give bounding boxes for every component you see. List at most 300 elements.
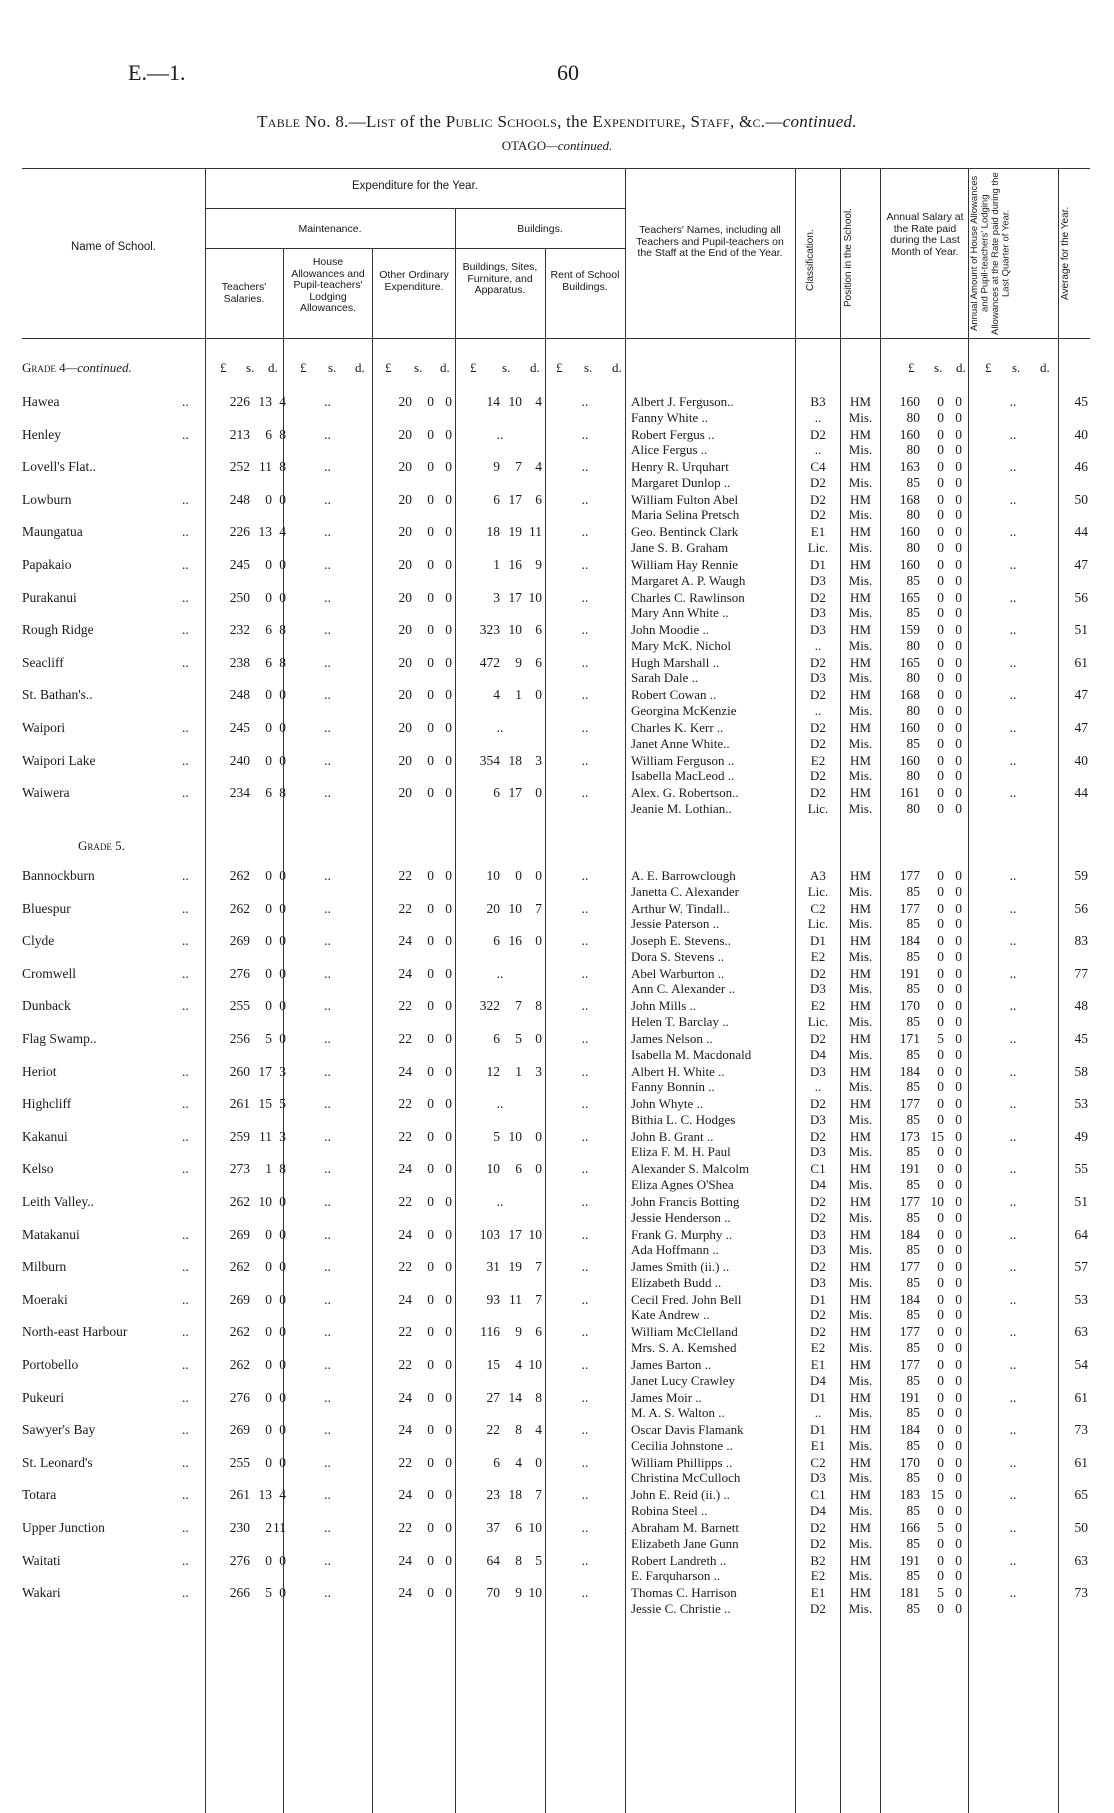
title-staff: , Staff, &c.—	[681, 112, 783, 131]
other-expenditure-pence: 0	[445, 1585, 452, 1601]
teacher-name: E. Farquharson ..	[631, 1568, 721, 1584]
other-expenditure-shillings: 0	[427, 868, 434, 883]
annual-salary-pounds: 85	[906, 1535, 920, 1551]
average-attendance: 46	[1074, 459, 1088, 475]
buildings-sites-shillings: 9	[515, 1324, 522, 1340]
teacher-classification: D2	[810, 654, 826, 670]
teacher-position: Mis.	[848, 1111, 873, 1127]
house-allowance-empty: ..	[324, 394, 331, 409]
annual-salary-pounds: 165	[899, 589, 920, 605]
leader-dots: ..	[182, 589, 189, 605]
salaries-pence: 0	[279, 1226, 286, 1242]
rent-empty: ..	[581, 524, 589, 540]
allowance-empty: ..	[1009, 1096, 1017, 1112]
other-expenditure-shillings: 0	[427, 1128, 434, 1144]
buildings-sites-pounds: 5	[493, 1128, 500, 1144]
teacher-position: HM	[850, 1585, 871, 1601]
other-expenditure-pence: 0	[445, 589, 452, 605]
buildings-sites-pounds: 27	[486, 1389, 500, 1405]
annual-salary-shillings: 0	[937, 800, 944, 816]
other-expenditure-shillings: 0	[427, 1031, 434, 1046]
teacher-name: Fanny Bonnin ..	[631, 1079, 715, 1095]
annual-salary-shillings: 0	[937, 1209, 944, 1225]
teacher-name: Alexander S. Malcolm	[631, 1161, 750, 1177]
school-name: Sawyer's Bay	[22, 1422, 96, 1438]
teacher-name: Janetta C. Alexander	[631, 883, 739, 899]
teacher-classification: D2	[810, 474, 826, 490]
buildings-sites-pounds: 12	[486, 1063, 500, 1079]
annual-salary-pence: 0	[955, 933, 962, 949]
other-expenditure-pounds: 22	[398, 1324, 412, 1340]
teacher-name: Janet Anne White..	[631, 735, 730, 751]
teacher-classification: A3	[810, 868, 826, 883]
teacher-position: HM	[850, 900, 871, 916]
salaries-shillings: 0	[265, 900, 272, 916]
rent-empty: ..	[581, 622, 589, 638]
annual-salary-shillings: 0	[937, 491, 944, 507]
house-allowance-empty: ..	[324, 1422, 331, 1438]
teacher-position: HM	[850, 1357, 871, 1372]
buildings-sites-pence: 8	[535, 1389, 542, 1405]
teacher-classification: C4	[810, 459, 826, 475]
teacher-classification: Lic.	[807, 916, 829, 932]
col-header-maintenance: Maintenance.	[298, 223, 362, 235]
allowance-empty: ..	[1009, 589, 1017, 605]
col-header-position: Position in the School.	[843, 208, 854, 307]
other-expenditure-pence: 0	[445, 1454, 452, 1470]
leader-dots: ..	[182, 557, 189, 572]
teacher-classification: D2	[810, 1031, 826, 1046]
annual-salary-pence: 0	[955, 1046, 962, 1062]
annual-salary-pounds: 177	[899, 1194, 920, 1209]
annual-salary-shillings: 0	[937, 720, 944, 735]
annual-salary-pounds: 166	[899, 1520, 920, 1535]
other-expenditure-shillings: 0	[427, 459, 434, 475]
grade-5-heading	[78, 838, 125, 854]
allowance-empty: ..	[1009, 1552, 1017, 1568]
annual-salary-pence: 0	[955, 1389, 962, 1405]
buildings-sites-shillings: 7	[515, 998, 522, 1014]
annual-salary-pence: 0	[955, 1144, 962, 1160]
salaries-pounds: 266	[229, 1585, 250, 1601]
salaries-pence: 8	[279, 654, 286, 670]
annual-salary-pounds: 85	[906, 1405, 920, 1421]
teacher-name: Alice Fergus ..	[631, 442, 708, 458]
other-expenditure-pence: 0	[445, 622, 452, 638]
annual-salary-pence: 0	[955, 1096, 962, 1112]
teacher-position: HM	[850, 1259, 871, 1275]
teacher-name: William Hay Rennie	[631, 557, 739, 572]
teacher-name: Cecil Fred. John Bell	[631, 1291, 742, 1307]
annual-salary-shillings: 0	[937, 1144, 944, 1160]
leader-dots: ..	[182, 394, 189, 409]
rent-empty: ..	[581, 426, 589, 442]
other-expenditure-pence: 0	[445, 426, 452, 442]
teacher-classification: C1	[810, 1161, 826, 1177]
other-expenditure-pence: 0	[445, 1259, 452, 1275]
salaries-pence: 0	[279, 1259, 286, 1275]
salaries-pounds: 255	[229, 998, 250, 1014]
annual-salary-pence: 0	[955, 1585, 962, 1601]
teacher-classification: E2	[810, 752, 826, 768]
rent-empty: ..	[581, 1161, 589, 1177]
house-allowance-empty: ..	[324, 1031, 331, 1046]
buildings-sites-pounds: 322	[479, 998, 500, 1014]
buildings-sites-pounds: 3	[493, 589, 500, 605]
average-attendance: 73	[1074, 1585, 1088, 1601]
buildings-sites-pence: 4	[535, 394, 542, 409]
header-top-rule	[22, 168, 1090, 169]
salaries-pence: 8	[279, 459, 286, 475]
salaries-pounds: 262	[229, 1259, 250, 1275]
teacher-classification: D1	[810, 1291, 826, 1307]
teacher-name: Alex. G. Robertson..	[631, 785, 739, 801]
other-expenditure-pounds: 24	[398, 1552, 412, 1568]
annual-salary-pence: 0	[955, 459, 962, 475]
annual-salary-pence: 0	[955, 702, 962, 718]
buildings-empty: ..	[496, 720, 504, 735]
buildings-rule	[455, 248, 625, 249]
teacher-name: Bithia L. C. Hodges	[631, 1111, 736, 1127]
leader-dots: ..	[182, 1487, 189, 1503]
teacher-classification: D3	[810, 1226, 826, 1242]
annual-salary-pounds: 85	[906, 1111, 920, 1127]
average-attendance: 56	[1074, 900, 1088, 916]
salaries-pounds: 262	[229, 1324, 250, 1340]
teacher-classification: ..	[814, 637, 822, 653]
house-allowance-empty: ..	[324, 622, 331, 638]
other-expenditure-shillings: 0	[427, 1585, 434, 1601]
col-header-name: Name of School.	[70, 241, 156, 253]
salaries-pence: 8	[279, 426, 286, 442]
house-allowance-empty: ..	[324, 1389, 331, 1405]
annual-salary-shillings: 0	[937, 933, 944, 949]
annual-salary-pence: 0	[955, 1324, 962, 1340]
teacher-name: Henry R. Urquhart	[631, 459, 729, 475]
annual-salary-pence: 0	[955, 720, 962, 735]
teacher-position: Mis.	[848, 1535, 873, 1551]
house-allowance-empty: ..	[324, 426, 331, 442]
annual-salary-pence: 0	[955, 981, 962, 997]
teacher-position: HM	[850, 720, 871, 735]
grade-4-continued: —continued.	[65, 360, 132, 375]
salaries-pence: 0	[279, 557, 286, 572]
other-expenditure-pence: 0	[445, 557, 452, 572]
buildings-sites-pounds: 103	[479, 1226, 500, 1242]
salaries-shillings: 0	[265, 1226, 272, 1242]
teacher-classification: Lic.	[807, 1013, 829, 1029]
maintenance-rule	[205, 248, 455, 249]
teacher-position: HM	[850, 654, 871, 670]
leader-dots: ..	[182, 752, 189, 768]
salaries-pence: 0	[279, 1357, 286, 1372]
house-allowance-empty: ..	[324, 1520, 331, 1535]
other-expenditure-pounds: 20	[398, 785, 412, 801]
buildings-sites-pounds: 14	[486, 394, 500, 409]
salaries-shillings: 5	[265, 1585, 272, 1601]
teacher-name: Jessie Henderson ..	[631, 1209, 731, 1225]
teacher-classification: D2	[810, 768, 826, 784]
other-expenditure-pence: 0	[445, 1063, 452, 1079]
teacher-classification: ..	[814, 409, 822, 425]
average-attendance: 44	[1074, 524, 1088, 540]
unit-pound: £	[470, 360, 477, 375]
annual-salary-pounds: 80	[906, 702, 920, 718]
teacher-position: HM	[850, 1324, 871, 1340]
teacher-position: Mis.	[848, 637, 873, 653]
teacher-name: Mrs. S. A. Kemshed	[631, 1339, 737, 1355]
page-header-ref: E.—1.	[128, 60, 186, 85]
buildings-sites-pence: 10	[528, 1520, 542, 1535]
annual-salary-pounds: 177	[899, 1096, 920, 1112]
teacher-name: Mary McK. Nichol	[631, 637, 732, 653]
annual-salary-pence: 0	[955, 800, 962, 816]
salaries-shillings: 0	[265, 1422, 272, 1438]
annual-salary-pence: 0	[955, 605, 962, 621]
annual-salary-shillings: 0	[937, 965, 944, 981]
teacher-name: Robert Fergus ..	[631, 426, 715, 442]
annual-salary-shillings: 0	[937, 1552, 944, 1568]
annual-salary-shillings: 0	[937, 1242, 944, 1258]
other-expenditure-pounds: 22	[398, 868, 412, 883]
unit-shilling: s.	[1012, 360, 1021, 375]
teacher-name: A. E. Barrowclough	[631, 868, 736, 883]
average-attendance: 59	[1074, 868, 1088, 883]
teacher-position: HM	[850, 785, 871, 801]
buildings-sites-shillings: 6	[515, 1161, 522, 1177]
teacher-position: HM	[850, 426, 871, 442]
annual-salary-pounds: 168	[899, 491, 920, 507]
other-expenditure-pence: 0	[445, 1226, 452, 1242]
buildings-sites-shillings: 19	[508, 1259, 522, 1275]
annual-salary-shillings: 0	[937, 605, 944, 621]
buildings-sites-shillings: 17	[508, 589, 522, 605]
annual-salary-shillings: 0	[937, 589, 944, 605]
other-expenditure-pounds: 20	[398, 426, 412, 442]
title-prefix: Table	[257, 112, 301, 131]
buildings-sites-pounds: 9	[493, 459, 500, 475]
buildings-sites-pounds: 22	[486, 1422, 500, 1438]
rent-empty: ..	[581, 998, 589, 1014]
salaries-shillings: 1	[265, 1161, 272, 1177]
teacher-name: John Whyte ..	[631, 1096, 703, 1112]
col-line-6	[625, 168, 626, 1813]
salaries-pounds: 262	[229, 900, 250, 916]
teacher-position: Mis.	[848, 1013, 873, 1029]
annual-salary-pounds: 160	[899, 524, 920, 540]
teacher-position: Mis.	[848, 1209, 873, 1225]
allowance-empty: ..	[1009, 1389, 1017, 1405]
allowance-empty: ..	[1009, 1063, 1017, 1079]
average-attendance: 83	[1074, 933, 1088, 949]
leader-dots: ..	[182, 1552, 189, 1568]
other-expenditure-pounds: 20	[398, 557, 412, 572]
annual-salary-pounds: 165	[899, 654, 920, 670]
salaries-pence: 0	[279, 868, 286, 883]
school-name: Heriot	[22, 1063, 57, 1079]
school-name: St. Bathan's..	[22, 687, 93, 703]
annual-salary-shillings: 0	[937, 768, 944, 784]
buildings-sites-shillings: 17	[508, 491, 522, 507]
buildings-sites-pounds: 6	[493, 1454, 500, 1470]
average-attendance: 40	[1074, 752, 1088, 768]
annual-salary-shillings: 0	[937, 1600, 944, 1616]
house-allowance-empty: ..	[324, 589, 331, 605]
rent-empty: ..	[581, 557, 589, 572]
teacher-classification: D3	[810, 1274, 826, 1290]
teacher-classification: D2	[810, 687, 826, 703]
allowance-empty: ..	[1009, 1128, 1017, 1144]
salaries-shillings: 13	[258, 394, 272, 409]
other-expenditure-shillings: 0	[427, 1422, 434, 1438]
annual-salary-pence: 0	[955, 1013, 962, 1029]
annual-salary-pence: 0	[955, 1535, 962, 1551]
teacher-classification: D4	[810, 1046, 826, 1062]
teacher-classification: B2	[810, 1552, 826, 1568]
teacher-name: Robina Steel ..	[631, 1502, 708, 1518]
teacher-position: HM	[850, 868, 871, 883]
teacher-position: Mis.	[848, 1470, 873, 1486]
buildings-sites-pence: 3	[535, 752, 542, 768]
school-name: Papakaio	[22, 557, 72, 572]
salaries-pence: 0	[279, 998, 286, 1014]
allowance-empty: ..	[1009, 965, 1017, 981]
average-attendance: 58	[1074, 1063, 1088, 1079]
annual-salary-pounds: 80	[906, 507, 920, 523]
annual-salary-shillings: 0	[937, 998, 944, 1014]
salaries-shillings: 6	[265, 622, 272, 638]
other-expenditure-pounds: 24	[398, 1422, 412, 1438]
other-expenditure-pounds: 22	[398, 1096, 412, 1112]
school-name: Lowburn	[22, 491, 72, 507]
salaries-pounds: 250	[229, 589, 250, 605]
average-attendance: 61	[1074, 654, 1088, 670]
teacher-name: Arthur W. Tindall..	[631, 900, 730, 916]
house-allowance-empty: ..	[324, 1259, 331, 1275]
salaries-pounds: 248	[229, 687, 250, 703]
annual-salary-pence: 0	[955, 589, 962, 605]
annual-salary-pence: 0	[955, 1194, 962, 1209]
annual-salary-shillings: 0	[937, 883, 944, 899]
salaries-pounds: 238	[229, 654, 250, 670]
teacher-name: Robert Cowan ..	[631, 687, 717, 703]
other-expenditure-pounds: 22	[398, 1520, 412, 1535]
annual-salary-shillings: 0	[937, 572, 944, 588]
other-expenditure-shillings: 0	[427, 1454, 434, 1470]
col-header-other: Other Ordinary Expenditure.	[379, 269, 449, 293]
teacher-classification: D2	[810, 1209, 826, 1225]
teacher-classification: D2	[810, 1324, 826, 1340]
unit-pence: d.	[1040, 360, 1050, 375]
annual-salary-shillings: 15	[930, 1128, 944, 1144]
annual-salary-pence: 0	[955, 491, 962, 507]
other-expenditure-shillings: 0	[427, 394, 434, 409]
unit-pence: d.	[612, 360, 622, 375]
teacher-classification: D2	[810, 720, 826, 735]
annual-salary-pounds: 161	[899, 785, 920, 801]
school-name: Clyde	[22, 933, 55, 949]
other-expenditure-pence: 0	[445, 720, 452, 735]
school-name: Leith Valley..	[22, 1194, 94, 1209]
teacher-classification: D4	[810, 1176, 826, 1192]
salaries-shillings: 0	[265, 1357, 272, 1372]
salaries-pounds: 276	[229, 965, 250, 981]
allowance-empty: ..	[1009, 1291, 1017, 1307]
teacher-position: HM	[850, 1487, 871, 1503]
annual-salary-shillings: 0	[937, 654, 944, 670]
annual-salary-pence: 0	[955, 1226, 962, 1242]
rent-empty: ..	[581, 1031, 589, 1046]
annual-salary-pounds: 85	[906, 1307, 920, 1323]
buildings-sites-shillings: 7	[515, 459, 522, 475]
buildings-sites-pounds: 10	[486, 1161, 500, 1177]
teacher-name: Margaret Dunlop ..	[631, 474, 731, 490]
teacher-name: Hugh Marshall ..	[631, 654, 720, 670]
other-expenditure-shillings: 0	[427, 524, 434, 540]
unit-pence: d.	[530, 360, 540, 375]
house-allowance-empty: ..	[324, 752, 331, 768]
annual-salary-shillings: 0	[937, 1405, 944, 1421]
school-name: Flag Swamp..	[22, 1031, 97, 1046]
annual-salary-shillings: 0	[937, 1226, 944, 1242]
average-attendance: 64	[1074, 1226, 1088, 1242]
other-expenditure-pence: 0	[445, 900, 452, 916]
teacher-name: John Moodie ..	[631, 622, 709, 638]
other-expenditure-shillings: 0	[427, 1291, 434, 1307]
teacher-position: HM	[850, 1520, 871, 1535]
salaries-pounds: 213	[229, 426, 250, 442]
annual-salary-pounds: 85	[906, 735, 920, 751]
teacher-position: Mis.	[848, 1144, 873, 1160]
allowance-empty: ..	[1009, 1031, 1017, 1046]
annual-salary-pence: 0	[955, 409, 962, 425]
table-title	[0, 112, 1114, 132]
teacher-classification: E1	[810, 1437, 826, 1453]
other-expenditure-pence: 0	[445, 491, 452, 507]
salaries-pence: 11	[273, 1520, 286, 1535]
allowance-empty: ..	[1009, 1422, 1017, 1438]
house-allowance-empty: ..	[324, 933, 331, 949]
annual-salary-pounds: 191	[899, 1161, 920, 1177]
teacher-position: Mis.	[848, 409, 873, 425]
teacher-position: HM	[850, 1194, 871, 1209]
average-attendance: 44	[1074, 785, 1088, 801]
allowance-empty: ..	[1009, 1259, 1017, 1275]
buildings-sites-shillings: 16	[508, 557, 522, 572]
teacher-name: Jeanie M. Lothian..	[631, 800, 732, 816]
rent-empty: ..	[581, 933, 589, 949]
salaries-pounds: 269	[229, 1291, 250, 1307]
annual-salary-pounds: 85	[906, 1242, 920, 1258]
other-expenditure-pence: 0	[445, 1520, 452, 1535]
rent-empty: ..	[581, 1520, 589, 1535]
rent-empty: ..	[581, 654, 589, 670]
teacher-classification: E2	[810, 1339, 826, 1355]
teacher-classification: D2	[810, 1600, 826, 1616]
header-bottom-rule	[22, 338, 1090, 339]
leader-dots: ..	[182, 654, 189, 670]
average-attendance: 63	[1074, 1324, 1088, 1340]
buildings-sites-shillings: 0	[515, 868, 522, 883]
teacher-position: HM	[850, 394, 871, 409]
rent-empty: ..	[581, 1552, 589, 1568]
title-continued: continued.	[782, 112, 857, 131]
annual-salary-shillings: 0	[937, 785, 944, 801]
salaries-pence: 0	[279, 1031, 286, 1046]
allowance-empty: ..	[1009, 1454, 1017, 1470]
average-attendance: 77	[1074, 965, 1088, 981]
rent-empty: ..	[581, 491, 589, 507]
